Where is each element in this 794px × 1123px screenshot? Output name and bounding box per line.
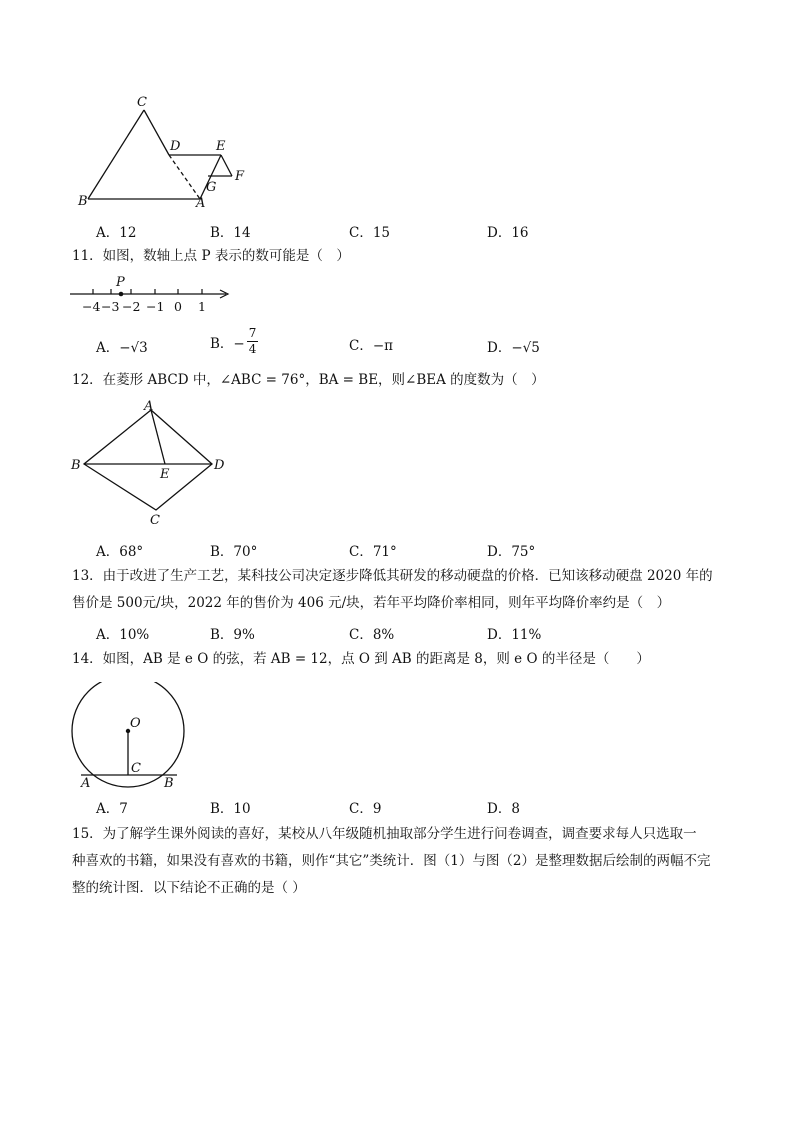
q14-option-b[interactable]: B．10 [210,801,251,817]
label-B: B [78,194,88,209]
q10-option-a[interactable]: A．12 [96,225,137,241]
q15-text-line1: 15．为了解学生课外阅读的喜好，某校从八年级随机抽取部分学生进行问卷调查，调查要求每人只选取一 [72,826,697,842]
q12-option-b[interactable]: B．70° [210,544,258,560]
tick-label-1: 1 [198,299,206,314]
label-C: C [137,95,147,110]
tick-label-minus4: −4 [82,299,101,314]
q12-option-a[interactable]: A．68° [96,544,144,560]
circle-figure [66,682,196,794]
q11-option-a[interactable]: A．−√3 [96,340,148,356]
triangle-figure [70,92,260,212]
q14-option-d[interactable]: D．8 [487,801,520,817]
q10-option-c[interactable]: C．15 [349,225,391,241]
label-P: P [116,275,125,290]
q13-text-line2: 售价是 500元/块，2022 年的售价为 406 元/块，若年平均降价率相同，则年平均降价率约是（ ） [72,595,671,611]
rhombus-figure [66,396,236,531]
fraction-numerator: 7 [248,326,257,340]
number-line-figure [68,272,238,318]
tick-label-minus3: −3 [101,299,120,314]
q12-option-c[interactable]: C．71° [349,544,397,560]
q10-option-d[interactable]: D．16 [487,225,529,241]
q14-option-a[interactable]: A．7 [96,801,128,817]
label-G: G [206,180,217,195]
tick-label-0: 0 [174,299,182,314]
q12-option-d[interactable]: D．75° [487,544,536,560]
fraction-denominator: 4 [248,342,257,356]
q10-option-b[interactable]: B．14 [210,225,251,241]
label-F: F [235,169,245,184]
q14-text: 14．如图，AB 是 e O 的弦，若 AB = 12，点 O 到 AB 的距离是 8，则 e O 的半径是（ ） [72,651,650,667]
label-O: O [130,716,141,731]
q12-text: 12．在菱形 ABCD 中，∠ABC = 76°，BA = BE，则∠BEA 的度数为（ ） [72,372,545,388]
q11-option-b-prefix: B．− [210,335,245,352]
q11-option-b-fraction [247,326,259,357]
q13-text-line1: 13．由于改进了生产工艺，某科技公司决定逐步降低其研发的移动硬盘的价格．已知该移动硬盘 2020 年的 [72,568,713,584]
tick-label-minus1: −1 [146,299,165,314]
label-E: E [160,467,170,482]
label-A: A [81,776,91,791]
label-D: D [214,458,225,473]
tick-label-minus2: −2 [122,299,141,314]
q11-text: 11．如图，数轴上点 P 表示的数可能是（ ） [72,248,350,264]
label-D: D [170,139,181,154]
label-C: C [150,513,160,528]
q13-option-b[interactable]: B．9% [210,627,255,643]
q11-option-b[interactable] [210,326,258,357]
q13-option-c[interactable]: C．8% [349,627,395,643]
q13-option-d[interactable]: D．11% [487,627,542,643]
label-B: B [71,458,81,473]
label-A: A [196,196,206,211]
q13-option-a[interactable]: A．10% [96,627,150,643]
point-p-marker [119,292,124,297]
q11-option-d[interactable]: D．−√5 [487,340,540,356]
q15-text-line2: 种喜欢的书籍，如果没有喜欢的书籍，则作“其它”类统计．图（1）与图（2）是整理数据后绘制的两幅不完 [72,853,711,869]
q11-option-c[interactable]: C．−π [349,338,394,354]
q15-text-line3: 整的统计图．以下结论不正确的是（ ） [72,880,306,896]
label-B: B [164,776,174,791]
label-A: A [144,399,154,414]
q14-option-c[interactable]: C．9 [349,801,382,817]
label-C: C [131,761,141,776]
label-E: E [216,139,226,154]
